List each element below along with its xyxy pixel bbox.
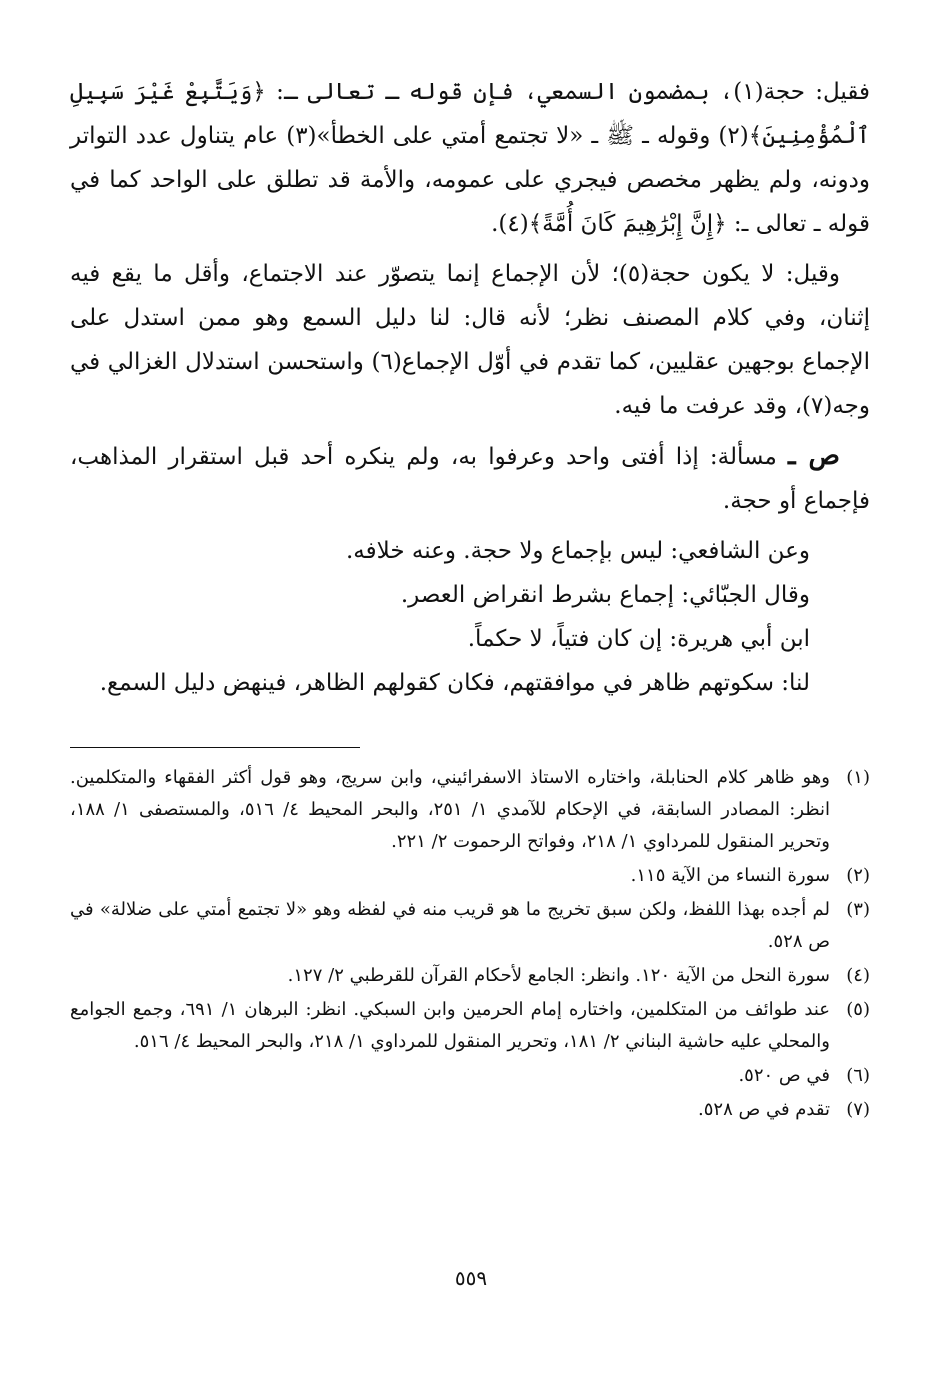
footnote-number: (٧) — [846, 1099, 870, 1120]
paragraph-3-text: مسألة: إذا أفتى واحد وعرفوا به، ولم ينكره أحد قبل استقرار المذاهب، فإجماع أو حجة. — [70, 444, 870, 514]
footnote-separator-wrap — [70, 747, 870, 748]
footnotes — [70, 762, 870, 1126]
footnote-item — [70, 1094, 870, 1126]
footnote-text: سورة النساء من الآية ١١٥. — [630, 865, 830, 886]
footnote-number: (٢) — [846, 865, 870, 886]
footnote-separator — [70, 747, 360, 748]
footnote-item — [70, 762, 870, 858]
quote-line-2: وقال الجبّائي: إجماع بشرط انقراض العصر. — [400, 582, 810, 608]
paragraph-3 — [70, 434, 870, 523]
quote-line-4: لنا: سكوتهم ظاهر في موافقتهم، فكان كقولهم الظاهر، فينهض دليل السمع. — [99, 670, 810, 696]
footnote-item — [70, 1060, 870, 1092]
footnote-number: (٥) — [846, 999, 870, 1020]
footnote-text: وهو ظاهر كلام الحنابلة، واختاره الاستاذ الاسفرائيني، وابن سريج، وهو قول أكثر الفقهاء والمتكلمين. انظر: المصادر السابقة، في الإحكام للآمدي ١/ ٢٥١، والبحر المحيط ٤/ ٥١٦، والمستصفى ١/ ١٨٨، وتحرير المنقول للمرداوي ١/ ٢١٨، وفواتح الرحموت ٢/ ٢٢١. — [70, 767, 830, 852]
footnote-number: (٦) — [846, 1065, 870, 1086]
footnote-item — [70, 860, 870, 892]
page-number: ٥٥٩ — [454, 1266, 488, 1290]
footnote-item — [70, 994, 870, 1058]
footnote-number: (١) — [846, 767, 870, 788]
footnote-number: (٤) — [846, 965, 870, 986]
footnote-number: (٣) — [846, 899, 870, 920]
footnote-item — [70, 894, 870, 958]
paragraph-1: فقيل: حجة(١)، بمضمون السمعي، فإن قوله ـ تعالى ـ: ﴿وَيَتَّبِعْ غَيْرَ سَبِيلِ ٱلْمُؤْمِنِينَ﴾(٢) وقوله ـ ﷺ ـ «لا تجتمع أمتي على الخطأ»(٣) عام يتناول عدد التواتر ودونه، ولم يظهر مخصص فيجري على عمومه، والأمة قد تطلق على الواحد كما في قوله ـ تعالى ـ: ﴿إِنَّ إِبْرَٰهِيمَ كَانَ أُمَّةً﴾(٤). — [70, 79, 871, 237]
page-content — [70, 70, 870, 1128]
footnote-text: سورة النحل من الآية ١٢٠. وانظر: الجامع لأحكام القرآن للقرطبي ٢/ ١٢٧. — [287, 965, 830, 986]
paragraph-2: وقيل: لا يكون حجة(٥)؛ لأن الإجماع إنما يتصوّر عند الاجتماع، وأقل ما يقع فيه إثنان، وفي كلام المصنف نظر؛ لأنه قال: لنا دليل السمع وهو ممن استدل على الإجماع بوجهين عقليين، كما تقدم في أوّل الإجماع(٦) واستحسن استدلال الغزالي في وجه(٧)، وقد عرفت ما فيه. — [70, 261, 870, 419]
section-marker: ص ـ — [788, 441, 840, 471]
footnote-text: لم أجده بهذا اللفظ، ولكن سبق تخريج ما هو قريب منه في لفظه وهو «لا تجتمع أمتي على ضلالة» في ص ٥٢٨. — [70, 899, 830, 952]
footnote-item — [70, 960, 870, 992]
footnote-text: عند طوائف من المتكلمين، واختاره إمام الحرمين وابن السبكي. انظر: البرهان ١/ ٦٩١، وجمع الجوامع والمحلي عليه حاشية البناني ٢/ ١٨١، وتحرير المنقول للمرداوي ١/ ٢١٨، والبحر المحيط ٤/ ٥١٦. — [70, 999, 831, 1052]
quote-line-3: ابن أبي هريرة: إن كان فتياً، لا حكماً. — [467, 626, 810, 652]
footnote-text: في ص ٥٢٠. — [738, 1065, 830, 1086]
quote-line-1: وعن الشافعي: ليس بإجماع ولا حجة. وعنه خلافه. — [346, 538, 810, 564]
footnote-text: تقدم في ص ٥٢٨. — [698, 1099, 830, 1120]
